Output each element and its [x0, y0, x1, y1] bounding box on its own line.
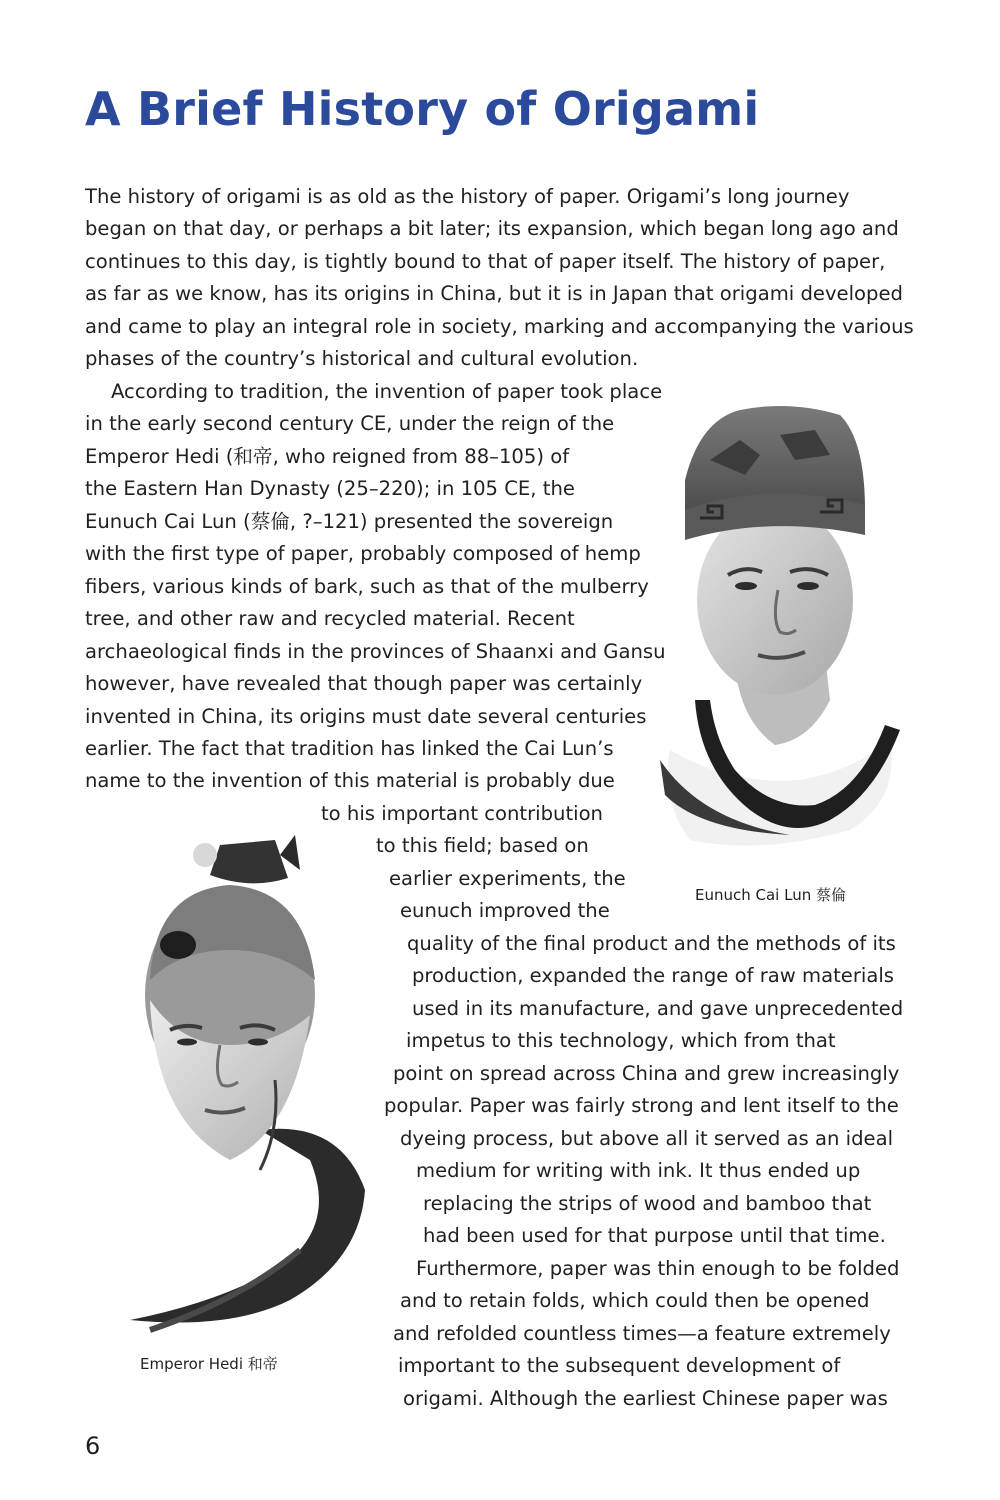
text-line: production, expanded the range of raw materials [412, 964, 894, 987]
text-line: to his important contribution [321, 802, 603, 825]
text-line: tree, and other raw and recycled material. Recent [85, 607, 575, 630]
text-line: began on that day, or perhaps a bit later; its expansion, which began long ago and [85, 217, 899, 240]
text-line: medium for writing with ink. It thus ended up [416, 1159, 861, 1182]
text-line: dyeing process, but above all it served as an ideal [400, 1127, 894, 1150]
text-line: According to tradition, the invention of paper took place [111, 380, 663, 403]
text-line: impetus to this technology, which from that [406, 1029, 836, 1052]
text-line: The history of origami is as old as the history of paper. Origami’s long journey [85, 185, 850, 208]
text-line: quality of the final product and the methods of its [407, 932, 896, 955]
text-line: continues to this day, is tightly bound to that of paper itself. The history of paper, [85, 250, 886, 273]
text-line: in the early second century CE, under the reign of the [85, 412, 615, 435]
text-line: the Eastern Han Dynasty (25–220); in 105 CE, the [85, 477, 575, 500]
text-line: name to the invention of this material is probably due [85, 769, 615, 792]
text-line: and to retain folds, which could then be opened [400, 1289, 870, 1312]
text-line: replacing the strips of wood and bamboo that [423, 1192, 872, 1215]
emperor-hedi-portrait-icon [110, 830, 375, 1340]
cai-lun-portrait-icon [640, 400, 930, 860]
text-line: however, have revealed that though paper was certainly [85, 672, 643, 695]
page-number: 6 [85, 1432, 101, 1460]
text-line: invented in China, its origins must date several centuries [85, 705, 647, 728]
cai-lun-caption: Eunuch Cai Lun 蔡倫 [695, 886, 846, 904]
text-line: earlier experiments, the [389, 867, 626, 890]
text-line: eunuch improved the [400, 899, 610, 922]
text-line: and came to play an integral role in society, marking and accompanying the various [85, 315, 914, 338]
text-line: important to the subsequent development of [398, 1354, 841, 1377]
page-title: A Brief History of Origami [85, 82, 760, 136]
text-line: origami. Although the earliest Chinese paper was [403, 1387, 888, 1410]
text-line: archaeological finds in the provinces of Shaanxi and Gansu [85, 640, 666, 663]
text-line: phases of the country’s historical and cultural evolution. [85, 347, 639, 370]
text-line: popular. Paper was fairly strong and lent itself to the [384, 1094, 899, 1117]
text-line: Emperor Hedi (和帝, who reigned from 88–105) of [85, 445, 570, 468]
text-line: fibers, various kinds of bark, such as that of the mulberry [85, 575, 649, 598]
text-line: with the first type of paper, probably composed of hemp [85, 542, 641, 565]
text-line: had been used for that purpose until that time. [423, 1224, 886, 1247]
text-line: to this field; based on [376, 834, 589, 857]
text-line: as far as we know, has its origins in China, but it is in Japan that origami developed [85, 282, 903, 305]
text-line: and refolded countless times—a feature extremely [393, 1322, 891, 1345]
text-line: Furthermore, paper was thin enough to be folded [416, 1257, 900, 1280]
text-line: Eunuch Cai Lun (蔡倫, ?–121) presented the sovereign [85, 510, 614, 533]
text-line: earlier. The fact that tradition has linked the Cai Lun’s [85, 737, 614, 760]
hedi-caption: Emperor Hedi 和帝 [140, 1355, 278, 1373]
text-line: point on spread across China and grew increasingly [393, 1062, 900, 1085]
text-line: used in its manufacture, and gave unprecedented [412, 997, 904, 1020]
